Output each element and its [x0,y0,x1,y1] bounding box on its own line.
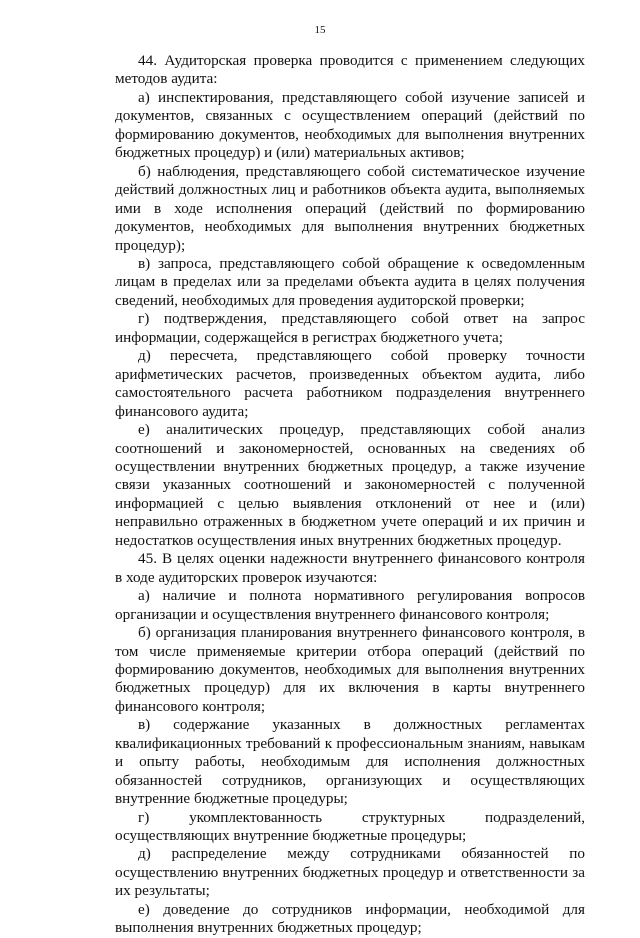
paragraph-45-intro: 45. В целях оценки надежности внутреннего финансового контроля в ходе аудиторских проверок изучаются: [115,550,585,586]
paragraph-44-e: е) аналитических процедур, представляющих собой анализ соотношений и закономерностей, основанных на сведениях об осуществлении внутренних бюджетных процедур, а также изучение связи указанных соотношений и закономерностей с полученной информацией с целью выявления отклонений от нее и (или) неправильно отраженных в бюджетном учете операций и их причин и недостатков осуществления иных внутренних бюджетных процедур. [115,421,585,549]
paragraph-45-e: е) доведение до сотрудников информации, необходимой для выполнения внутренних бюджетных процедур; [115,900,585,937]
page-number: 15 [314,24,326,36]
paragraph-45-g: г) укомплектованность структурных подразделений, осуществляющих внутренние бюджетные процедуры; [115,808,585,845]
paragraph-45-a: а) наличие и полнота нормативного регулирования вопросов организации и осуществления внутреннего финансового контроля; [115,587,585,623]
paragraph-44-v: в) запроса, представляющего собой обращение к осведомленным лицам в пределах или за пределами объекта аудита в целях получения сведений, необходимых для проведения аудиторской проверки; [115,254,585,309]
paragraph-44-intro: 44. Аудиторская проверка проводится с применением следующих методов аудита: [115,52,585,88]
paragraph-44-g: г) подтверждения, представляющего собой ответ на запрос информации, содержащейся в регистрах бюджетного учета; [115,310,585,346]
paragraph-45-v: в) содержание указанных в должностных регламентах квалификационных требований к профессиональным знаниям, навыкам и опыту работы, необходимым для исполнения должностных обязанностей сотрудников, организующих и осуществляющих внутренние бюджетные процедуры; [115,716,585,808]
paragraph-45-b: б) организация планирования внутреннего финансового контроля, в том числе применяемые критерии отбора операций (действий по формированию документов, необходимых для выполнения внутренних бюджетных процедур) для их включения в карты внутреннего финансового контроля; [115,624,585,715]
paragraph-44-a: а) инспектирования, представляющего собой изучение записей и документов, связанных с осуществлением операций (действий по формированию документов, необходимых для выполнения внутренних бюджетных процедур) и (или) материальных активов; [115,88,585,162]
paragraph-44-b: б) наблюдения, представляющего собой систематическое изучение действий должностных лиц и работников объекта аудита, выполняемых ими в ходе исполнения операций (действий по формированию документов, необходимых для выполнения внутренних бюджетных процедур); [115,162,585,254]
document-body [115,52,585,938]
paragraph-44-d: д) пересчета, представляющего собой проверку точности арифметических расчетов, произведенных объектом аудита, либо самостоятельного расчета работником подразделения внутреннего финансового аудита; [115,347,585,420]
paragraph-45-d: д) распределение между сотрудниками обязанностей по осуществлению внутренних бюджетных процедур и ответственности за их результаты; [115,845,585,900]
